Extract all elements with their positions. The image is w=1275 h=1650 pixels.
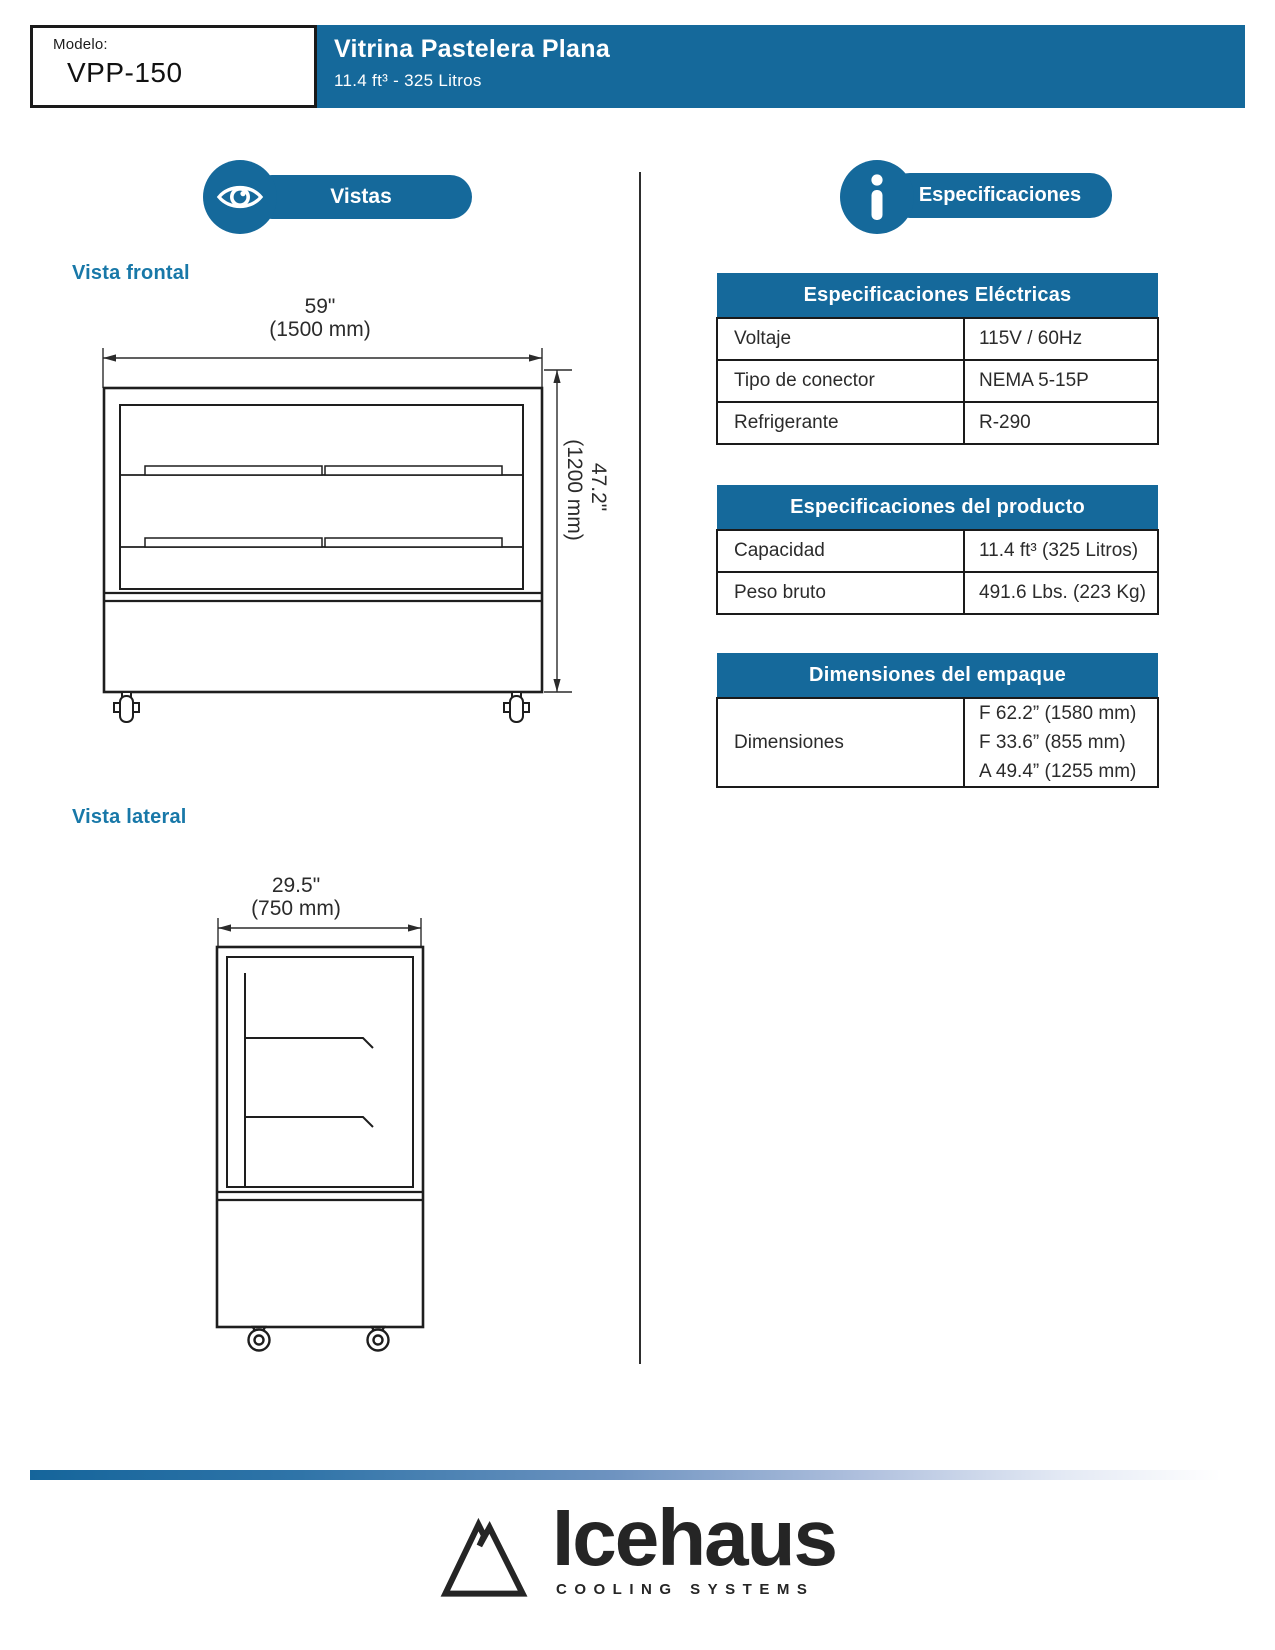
row-value	[964, 698, 1158, 787]
table-row	[717, 572, 1158, 614]
column-divider	[639, 172, 641, 1364]
table-title-electrical: Especificaciones Eléctricas	[717, 273, 1158, 318]
table-title-packaging: Dimensiones del empaque	[717, 653, 1158, 698]
dimension-line: A 49.4” (1255 mm)	[979, 761, 1137, 782]
title-bar	[317, 25, 1245, 108]
section-pill-vistas: Vistas	[250, 175, 472, 219]
specs-pill-circle	[840, 160, 914, 234]
side-width-mm: (750 mm)	[251, 897, 341, 920]
row-value: NEMA 5-15P	[964, 360, 1158, 402]
row-label: Refrigerante	[717, 402, 964, 444]
row-value: 115V / 60Hz	[964, 318, 1158, 360]
vistas-pill-circle	[203, 160, 277, 234]
row-label: Dimensiones	[717, 698, 964, 787]
row-value: 491.6 Lbs. (223 Kg)	[964, 572, 1158, 614]
arrowhead	[553, 679, 560, 692]
row-value: 11.4 ft³ (325 Litros)	[964, 530, 1158, 572]
arrowhead	[529, 354, 542, 361]
side-caster-right	[368, 1327, 389, 1351]
dimension-line: F 33.6” (855 mm)	[979, 732, 1126, 753]
front-width-mm: (1500 mm)	[269, 318, 371, 341]
table-row	[717, 402, 1158, 444]
arrowhead	[218, 924, 231, 931]
arrowhead	[553, 370, 560, 383]
table-row	[717, 318, 1158, 360]
side-width-dimension-line	[218, 918, 421, 947]
row-value: R-290	[964, 402, 1158, 444]
section-pill-especificaciones: Especificaciones	[888, 173, 1112, 218]
mountain-icon	[438, 1512, 530, 1598]
row-label: Peso bruto	[717, 572, 964, 614]
table-row	[717, 698, 1158, 787]
side-cabinet	[217, 947, 423, 1327]
footer-gradient-bar	[30, 1470, 1245, 1480]
model-box	[30, 25, 317, 108]
row-label: Tipo de conector	[717, 360, 964, 402]
front-caster-left	[114, 692, 139, 722]
dimension-line: F 62.2” (1580 mm)	[979, 703, 1137, 724]
table-row	[717, 530, 1158, 572]
table-title-product: Especificaciones del producto	[717, 485, 1158, 530]
front-width-dimension-line	[103, 348, 542, 388]
side-caster-left	[249, 1327, 270, 1351]
front-height-dim-text: 47.2" (1200 mm)	[563, 439, 610, 541]
product-specs-table	[716, 485, 1159, 615]
brand-logo	[438, 1493, 836, 1598]
product-title: Vitrina Pastelera Plana	[334, 35, 611, 63]
arrowhead	[103, 354, 116, 361]
front-cabinet	[104, 388, 542, 692]
front-width-inches: 59"	[304, 295, 336, 318]
row-label: Capacidad	[717, 530, 964, 572]
model-value: VPP-150	[67, 57, 183, 88]
front-view-label: Vista frontal	[72, 262, 190, 284]
side-width-inches: 29.5"	[271, 874, 321, 897]
arrowhead	[408, 924, 421, 931]
front-caster-right	[504, 692, 529, 722]
brand-text-block	[552, 1493, 836, 1598]
front-view-drawing	[60, 290, 620, 735]
table-row	[717, 360, 1158, 402]
product-subtitle: 11.4 ft³ - 325 Litros	[334, 71, 482, 90]
brand-tagline: COOLING SYSTEMS	[556, 1580, 815, 1598]
row-label: Voltaje	[717, 318, 964, 360]
model-label: Modelo:	[53, 36, 108, 53]
eye-icon	[216, 180, 264, 214]
side-view-drawing	[180, 860, 480, 1360]
electrical-specs-table	[716, 273, 1159, 445]
info-icon	[867, 174, 887, 220]
packaging-dimensions-table	[716, 653, 1159, 788]
brand-name: Icehaus	[552, 1493, 836, 1582]
side-view-label: Vista lateral	[72, 806, 187, 828]
